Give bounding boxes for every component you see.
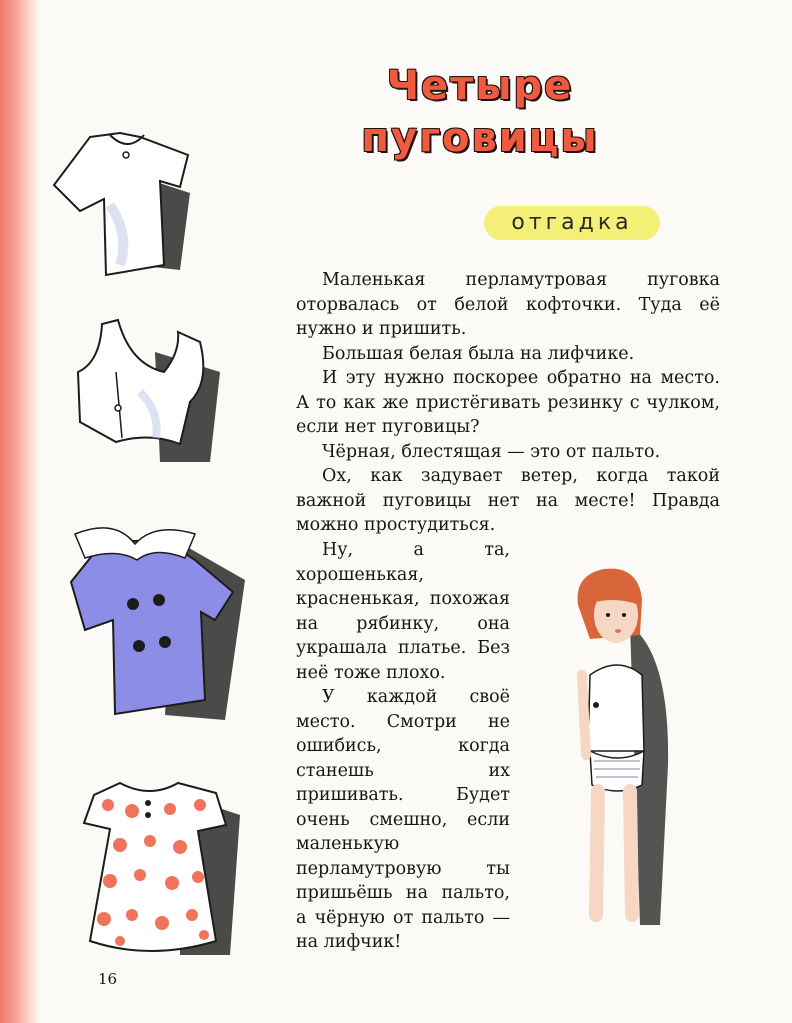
page-edge	[0, 0, 40, 1023]
paragraph: Маленькая перламутровая пуговка оторвалась от белой кофточки. Туда её нужно и пришить.	[296, 270, 720, 339]
subtitle-badge: отгадка	[484, 206, 660, 240]
coat-illustration	[55, 500, 255, 730]
bodice-illustration	[60, 312, 230, 472]
paragraph: Большая белая была на лифчике.	[322, 343, 635, 364]
paragraph: У каждой своё место. Смотри не ошибись, когда станешь их пришивать. Будет очень смешно, если маленькую перламутровую ты пришьёшь на пальто, а чёрную от пальто — на лифчик!	[296, 687, 510, 952]
text-block-bottom	[296, 538, 510, 955]
paragraph: Ох, как задувает ветер, когда такой важной пуговицы нет на месте! Правда можно простудиться.	[296, 466, 720, 535]
page-title: Четыре пуговицы	[361, 63, 599, 161]
paragraph: Ну, а та, хорошенькая, красненькая, похожая на рябинку, она украшала платье. Без неё тоже плохо.	[296, 540, 510, 683]
blouse-illustration	[40, 115, 210, 285]
page-number: 16	[98, 970, 118, 988]
text-block-top	[296, 268, 720, 538]
paragraph: Чёрная, блестящая — это от пальто.	[322, 441, 661, 462]
paragraph: И эту нужно поскорее обратно на место. А то как же пристёгивать резинку с чулком, если нет пуговицы?	[296, 368, 720, 437]
child-illustration	[560, 565, 680, 935]
dress-illustration	[80, 765, 250, 965]
